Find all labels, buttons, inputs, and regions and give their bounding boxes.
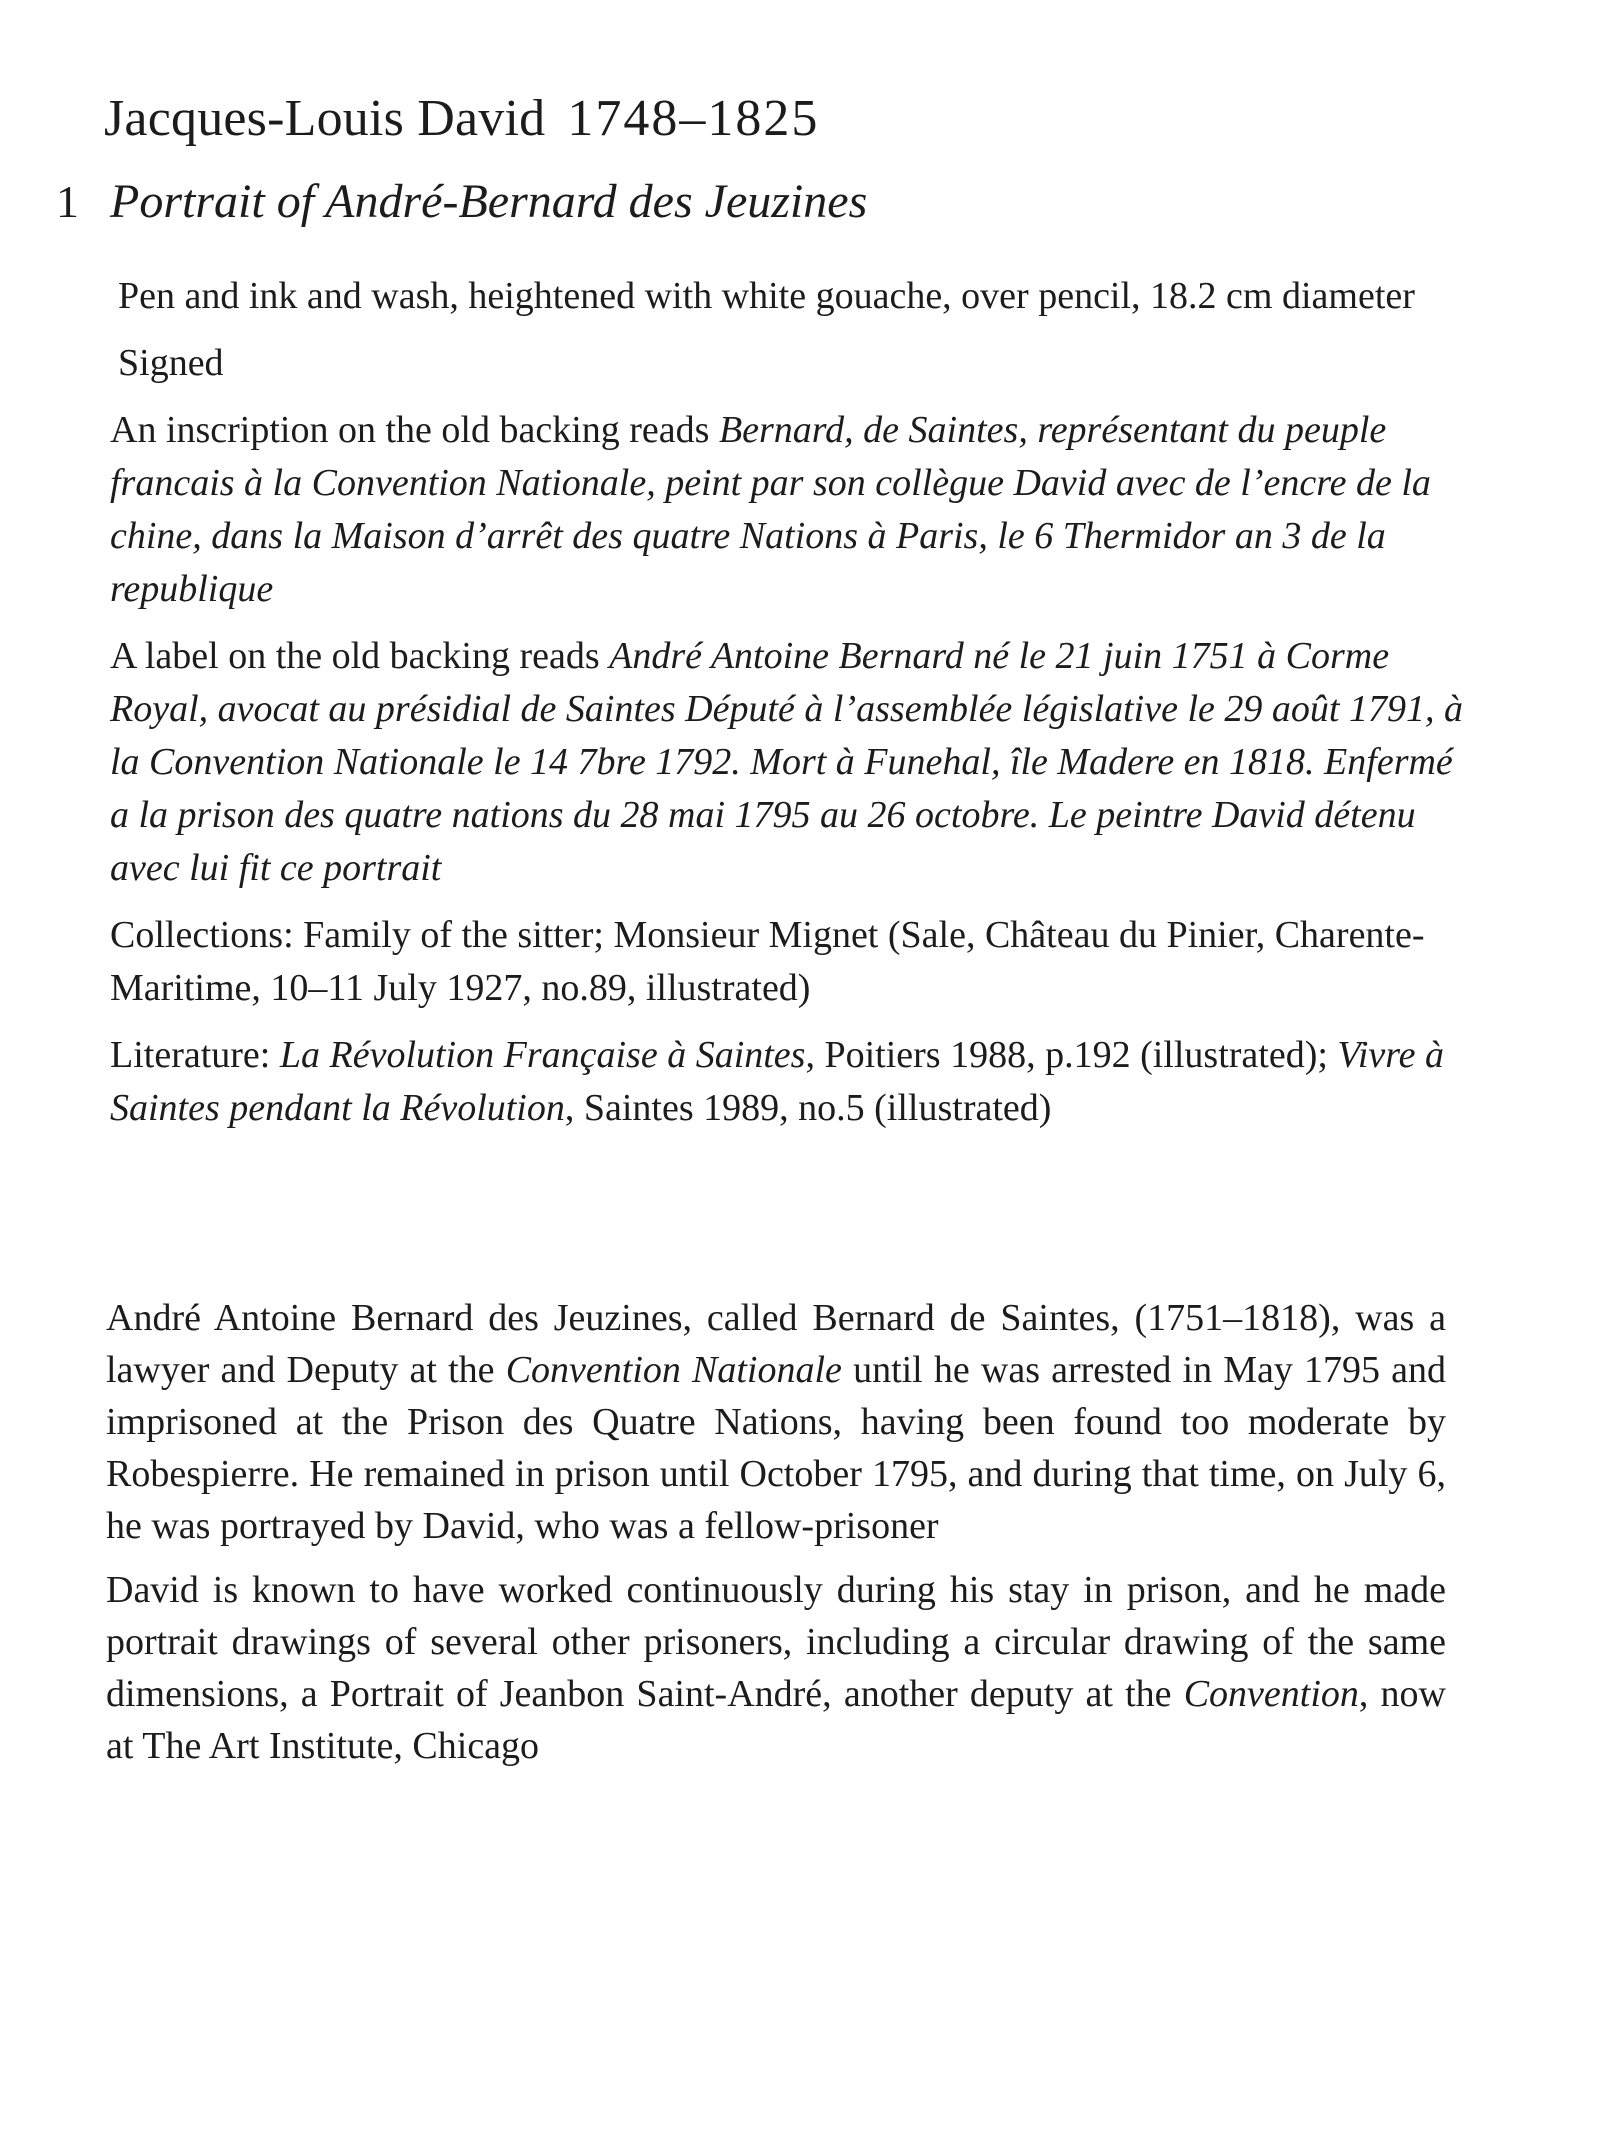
literature-label: Literature: <box>110 1034 280 1076</box>
collections-text: Collections: Family of the sitter; Monsieur Mignet (Sale, Château du Pinier, Charente-Maritime, 10–11 July 1927, no.89, illustrated) <box>110 914 1425 1009</box>
medium-text: Pen and ink and wash, heightened with white gouache, over pencil, 18.2 cm diameter <box>118 275 1415 317</box>
essay-paragraph-1 <box>106 1292 1446 1552</box>
essay-p1-b: until he was arrested in May 1795 and imprisoned at the Prison des Quatre Nations, having been found too moderate by Robespierre. He remained in prison until October 1795, and during that time, on July 6, he was portrayed by David, who was a fellow-prisoner <box>106 1349 1447 1547</box>
inscription-text: Bernard, de Saintes, représentant du peuple francais à la Convention Nationale, peint par son collègue David avec de l’encre de la chine, dans la Maison d’arrêt des quatre Nations à Paris, le 6 Thermidor an 3 de la republique <box>110 409 1431 610</box>
essay-p2-b: , now at The Art Institute, Chicago <box>106 1673 1446 1767</box>
artist-name: Jacques-Louis David <box>104 90 546 147</box>
artist-heading <box>104 84 819 154</box>
literature-title-1: La Révolution Française à Saintes <box>279 1034 806 1076</box>
essay-p1-italic: Convention Nationale <box>505 1349 842 1391</box>
signed-text: Signed <box>118 342 224 384</box>
catalogue-essay <box>106 1292 1446 1784</box>
label-intro: A label on the old backing reads <box>110 635 610 677</box>
inscription-intro: An inscription on the old backing reads <box>110 409 719 451</box>
inscription-paragraph <box>110 404 1480 616</box>
essay-paragraph-2 <box>106 1564 1446 1772</box>
catalogue-details <box>110 270 1480 1149</box>
literature-paragraph <box>110 1029 1480 1135</box>
artist-dates: 1748–1825 <box>567 90 820 147</box>
catalogue-number: 1 <box>56 176 79 227</box>
literature-text-1: , Poitiers 1988, p.192 (illustrated); <box>805 1034 1338 1076</box>
label-paragraph <box>110 630 1480 895</box>
label-text: André Antoine Bernard né le 21 juin 1751 à Corme Royal, avocat au présidial de Saintes Député à l’assemblée législative le 29 août 1791, à la Convention Nationale le 14 7bre 1792. Mort à Funehal, île Madere en 1818. Enfermé a la prison des quatre nations du 28 mai 1795 au 26 octobre. Le peintre David détenu avec lui fit ce portrait <box>110 635 1463 889</box>
essay-p2-a: David is known to have worked continuously during his stay in prison, and he made portrait drawings of several other prisoners, including a circular drawing of the same dimensions, a Portrait of Jeanbon Saint-André, another deputy at the <box>106 1569 1446 1715</box>
literature-text-2: , Saintes 1989, no.5 (illustrated) <box>564 1087 1052 1129</box>
literature-title-2: Vivre à Saintes pendant la Révolution <box>110 1034 1444 1129</box>
essay-p2-italic: Convention <box>1183 1673 1359 1715</box>
work-title: Portrait of André-Bernard des Jeuzines <box>110 175 868 228</box>
essay-p1-a: André Antoine Bernard des Jeuzines, called Bernard de Saintes, (1751–1818), was a lawyer and Deputy at the <box>106 1297 1446 1391</box>
